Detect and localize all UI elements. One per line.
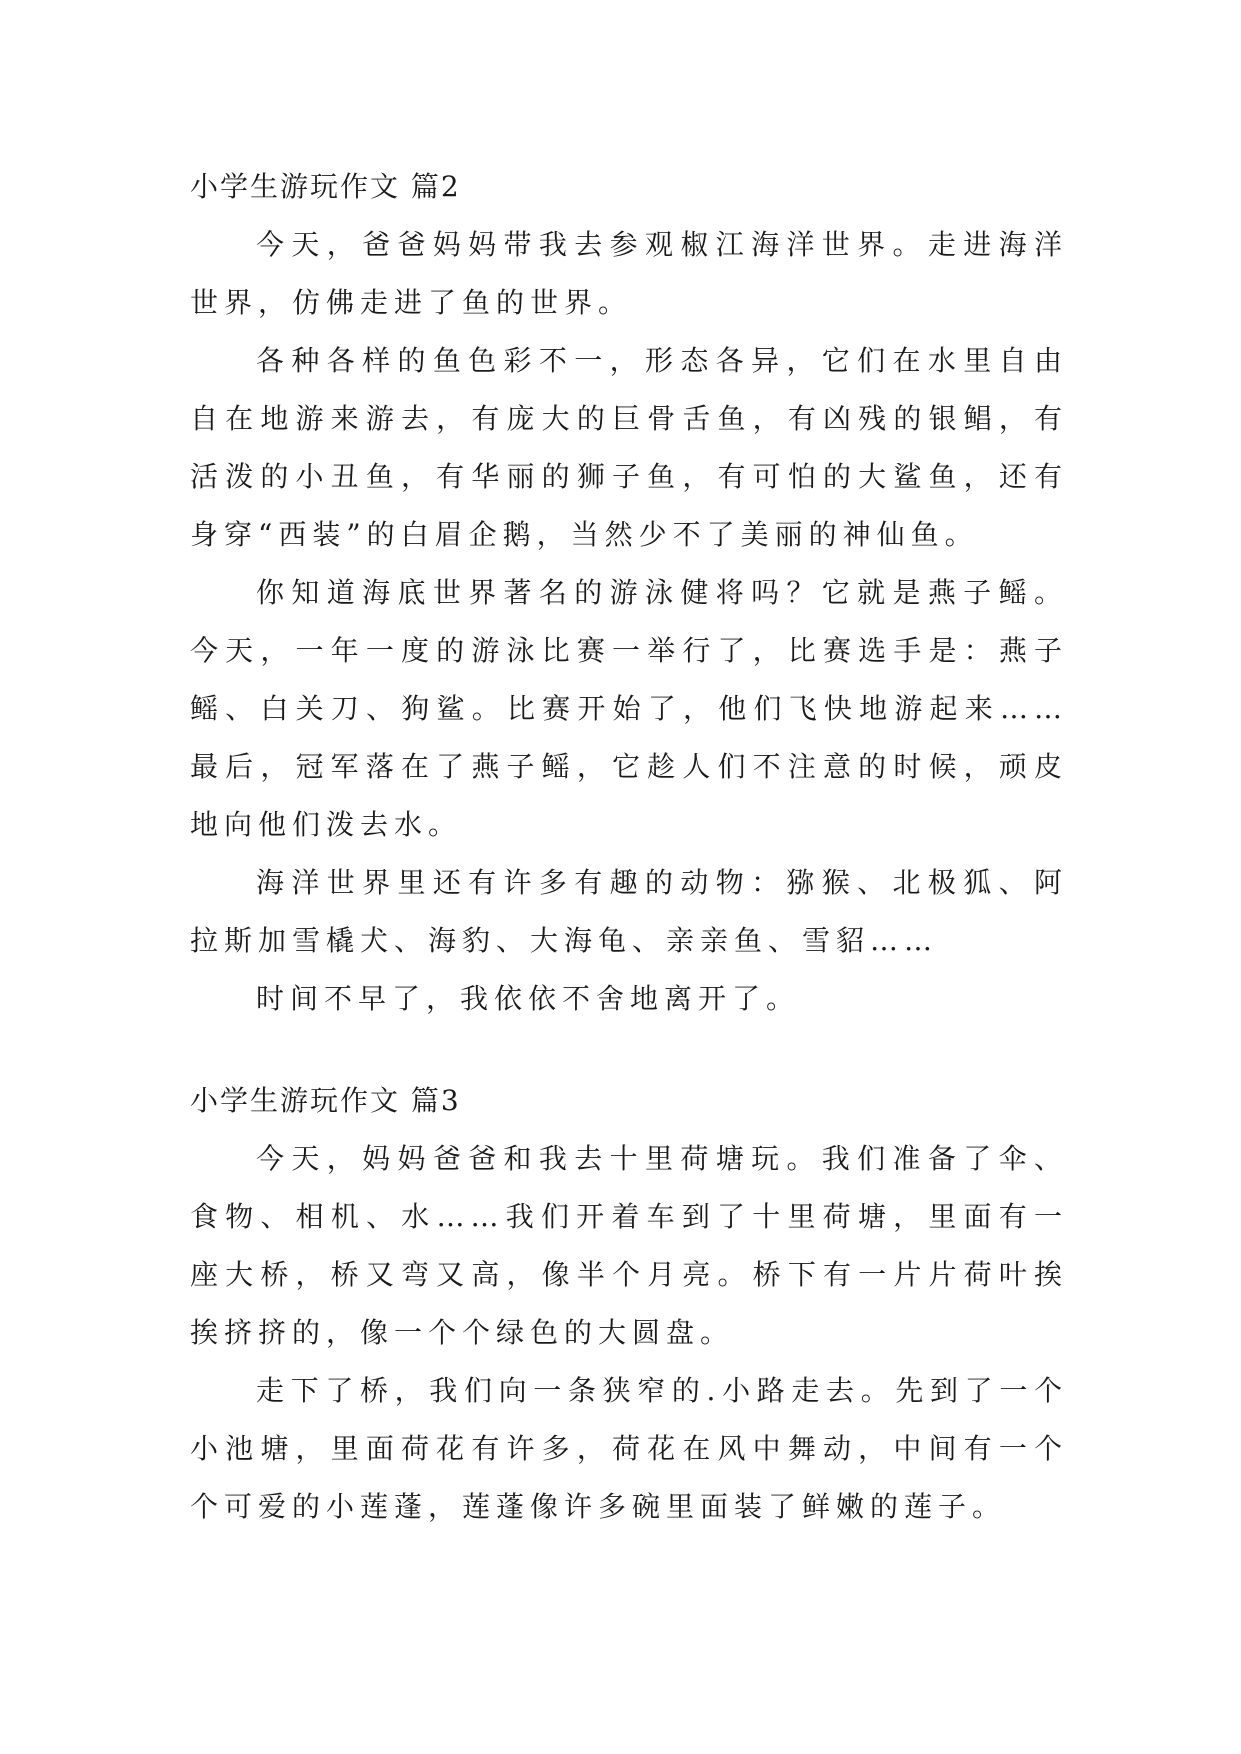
- section-spacer: [190, 1028, 1068, 1072]
- paragraph: 海洋世界里还有许多有趣的动物：猕猴、北极狐、阿拉斯加雪橇犬、海豹、大海龟、亲亲鱼、雪貂……: [190, 866, 1068, 957]
- paragraph: 各种各样的鱼色彩不一，形态各异，它们在水里自由自在地游来游去，有庞大的巨骨舌鱼，有凶残的银鲳，有活泼的小丑鱼，有华丽的狮子鱼，有可怕的大鲨鱼，还有身穿“西装”的白眉企鹅，当然少不了美丽的神仙鱼。: [190, 344, 1068, 551]
- section-title: 小学生游玩作文 篇2: [190, 170, 461, 203]
- section-title: 小学生游玩作文 篇3: [190, 1084, 461, 1117]
- paragraph: 你知道海底世界著名的游泳健将吗？它就是燕子鳐。今天，一年一度的游泳比赛一举行了，比赛选手是：燕子鳐、白关刀、狗鲨。比赛开始了，他们飞快地游起来……最后，冠军落在了燕子鳐，它趁人们不注意的时候，顽皮地向他们泼去水。: [190, 576, 1068, 841]
- paragraph: 时间不早了，我依依不舍地离开了。: [256, 982, 801, 1015]
- paragraph: 今天，妈妈爸爸和我去十里荷塘玩。我们准备了伞、食物、相机、水……我们开着车到了十里荷塘，里面有一座大桥，桥又弯又高，像半个月亮。桥下有一片片荷叶挨挨挤挤的，像一个个绿色的大圆盘。: [190, 1142, 1068, 1349]
- document-body: [190, 158, 1068, 1536]
- paragraph: 走下了桥，我们向一条狭窄的.小路走去。先到了一个小池塘，里面荷花有许多，荷花在风中舞动，中间有一个个可爱的小莲蓬，莲蓬像许多碗里面装了鲜嫩的莲子。: [190, 1374, 1068, 1523]
- paragraph: 今天，爸爸妈妈带我去参观椒江海洋世界。走进海洋世界，仿佛走进了鱼的世界。: [190, 228, 1068, 319]
